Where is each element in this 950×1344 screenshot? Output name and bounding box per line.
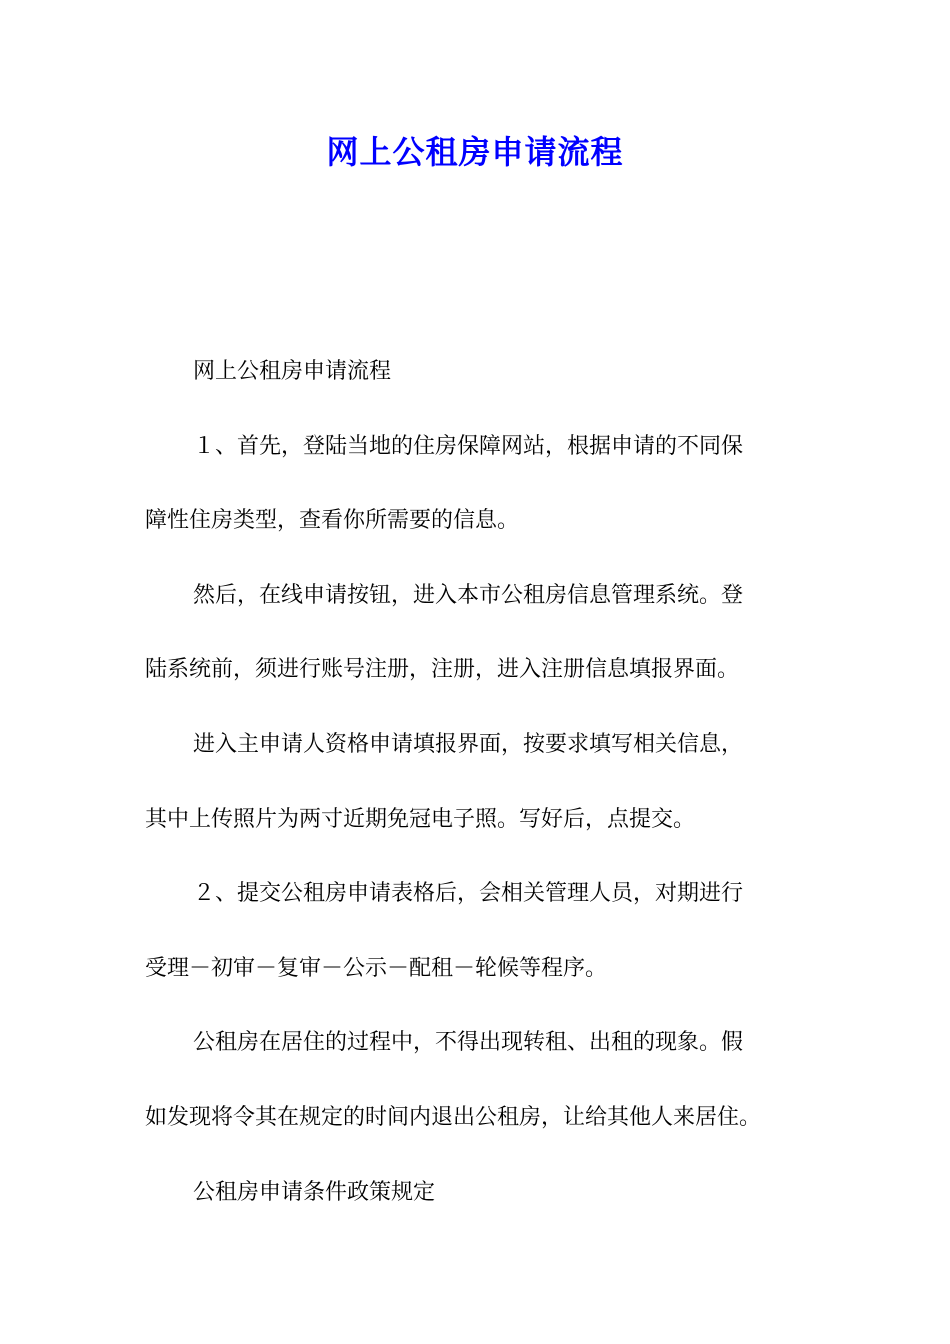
section-heading-process: 网上公租房申请流程 <box>193 359 392 384</box>
paragraph-line: 障性住房类型，查看你所需要的信息。 <box>145 508 520 534</box>
paragraph-line: ２、提交公租房申请表格后，会相关管理人员，对期进行 <box>193 881 744 907</box>
document-body <box>145 335 807 1230</box>
paragraph-line: 公租房在居住的过程中，不得出现转租、出租的现象。假 <box>193 1030 744 1056</box>
paragraph-line: 受理－初审－复审－公示－配租－轮候等程序。 <box>145 955 608 981</box>
paragraph-line: 如发现将令其在规定的时间内退出公租房，让给其他人来居住。 <box>145 1104 762 1130</box>
paragraph-line: 进入主申请人资格申请填报界面，按要求填写相关信息， <box>193 731 744 757</box>
paragraph-line: 其中上传照片为两寸近期免冠电子照。写好后，点提交。 <box>145 806 696 832</box>
paragraph-line: 然后，在线申请按钮，进入本市公租房信息管理系统。登 <box>193 582 744 608</box>
section-heading-policy: 公租房申请条件政策规定 <box>193 1179 436 1205</box>
paragraph-line: １、首先，登陆当地的住房保障网站，根据申请的不同保 <box>193 433 744 459</box>
document-title: 网上公租房申请流程 <box>326 133 624 171</box>
paragraph-line: 陆系统前，须进行账号注册，注册，进入注册信息填报界面。 <box>145 657 740 683</box>
